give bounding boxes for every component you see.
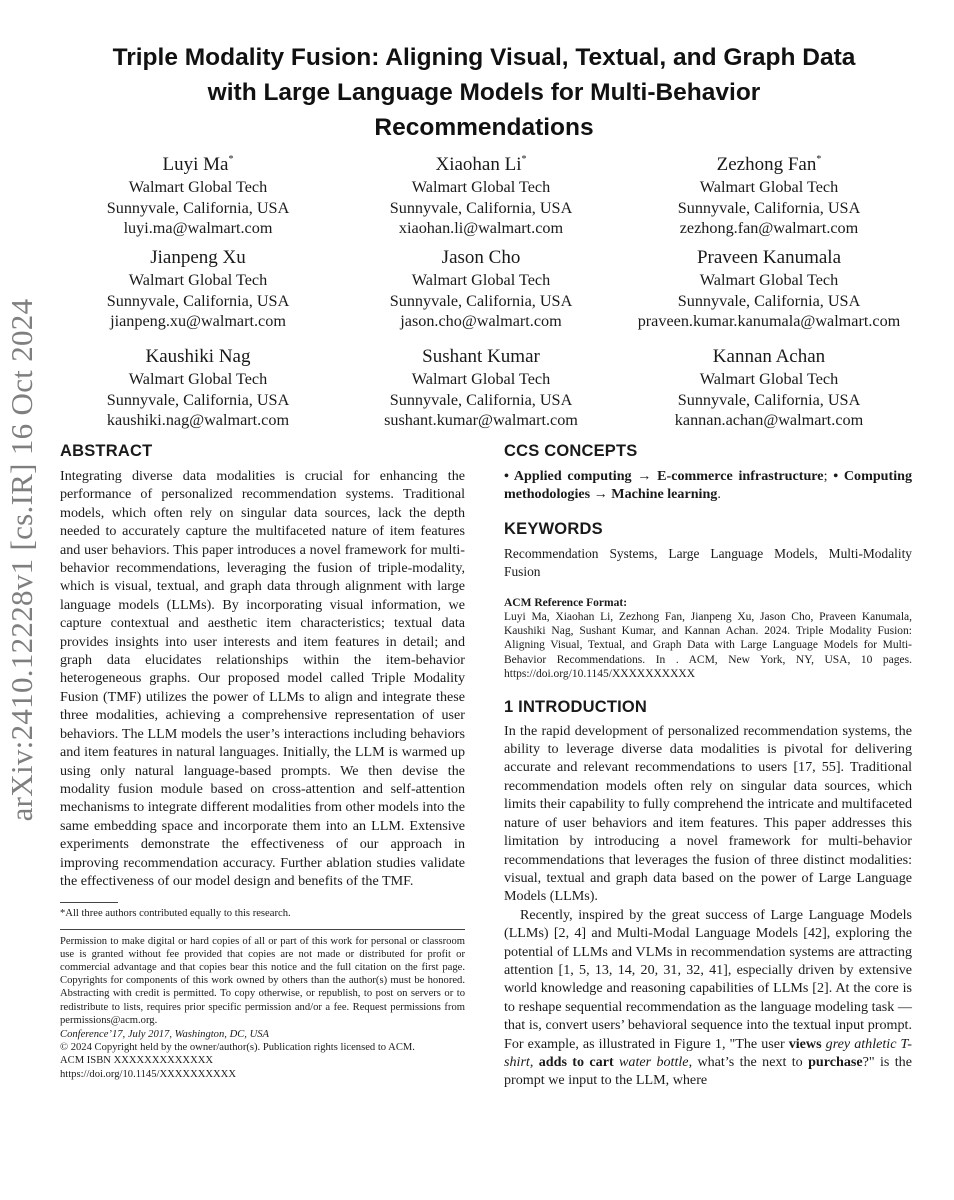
author-location: Sunnyvale, California, USA (106, 390, 290, 409)
author-name: Kaushiki Nag (145, 346, 251, 367)
keywords-text: Recommendation Systems, Large Language Models, Multi-Modality Fusion (504, 545, 912, 580)
ccs-applied-computing: • Applied computing → E-commerce infrastructure (504, 468, 824, 484)
paper-title (48, 40, 920, 145)
author-email: sushant.kumar@walmart.com (384, 411, 578, 429)
author-name: Praveen Kanumala (696, 247, 842, 268)
author-card (331, 246, 631, 332)
footnote: *All three authors contributed equally to this research. (60, 908, 291, 920)
author-affiliation: Walmart Global Tech (411, 370, 551, 388)
left-column (60, 440, 465, 1081)
behavior-views: views (788, 1035, 822, 1052)
acm-reference-text: Luyi Ma, Xiaohan Li, Zezhong Fan, Jianpeng Xu, Jason Cho, Praveen Kanumala, Kaushiki Nag, Sushant Kumar, and Kannan Achan. 2024. Triple Modality Fusion: Aligning Visual, Textual, and Graph Data with Large Language Models for Multi-Behavior Recommendations. In . ACM, New York, NY, USA, 10 pages. https://doi.org/10.1145/XXXXXXXXXX (504, 610, 912, 681)
title-line: Recommendations (374, 114, 594, 141)
ccs-concepts: • Applied computing → E-commerce infrastructure; • Computing methodologies → Machine learning. (504, 468, 912, 503)
ccs-heading: CCS CONCEPTS (504, 442, 638, 460)
isbn: ACM ISBN XXXXXXXXXXXXX (60, 1055, 214, 1067)
author-location: Sunnyvale, California, USA (106, 198, 290, 217)
item-water-bottle: water bottle (619, 1053, 689, 1070)
author-name: Zezhong Fan* (716, 154, 822, 175)
author-location: Sunnyvale, California, USA (677, 198, 861, 217)
author-name: Xiaohan Li* (435, 154, 527, 175)
author-email: luyi.ma@walmart.com (123, 219, 273, 237)
author-email: jianpeng.xu@walmart.com (110, 312, 286, 330)
acm-reference-heading: ACM Reference Format: (504, 596, 628, 609)
author-affiliation: Walmart Global Tech (699, 370, 839, 388)
behavior-adds-to-cart: adds to cart (538, 1053, 614, 1070)
item-tshirt: grey athletic T-shirt (504, 1035, 912, 1070)
author-location: Sunnyvale, California, USA (389, 390, 573, 409)
author-affiliation: Walmart Global Tech (411, 271, 551, 289)
arxiv-side-stamp (2, 250, 42, 870)
right-column (504, 440, 912, 1090)
author-email: kannan.achan@walmart.com (674, 411, 864, 429)
author-card (619, 246, 919, 332)
author-location: Sunnyvale, California, USA (389, 198, 573, 217)
copyright-notice: © 2024 Copyright held by the owner/author(s). Publication rights licensed to ACM. (60, 1042, 415, 1054)
author-email: jason.cho@walmart.com (400, 312, 562, 330)
author-name: Jason Cho (441, 247, 521, 268)
author-card (619, 148, 919, 239)
title-line: with Large Language Models for Multi-Behavior (207, 79, 761, 106)
author-email: praveen.kumar.kanumala@walmart.com (637, 312, 901, 330)
author-name: Jianpeng Xu (150, 247, 246, 268)
author-affiliation: Walmart Global Tech (699, 178, 839, 196)
author-card (331, 345, 631, 431)
author-name: Kannan Achan (712, 346, 826, 367)
author-name: Luyi Ma* (162, 154, 234, 175)
conference-info: Conference’17, July 2017, Washington, DC, USA (60, 1028, 270, 1040)
footnote-rule (60, 902, 118, 903)
author-affiliation: Walmart Global Tech (128, 178, 268, 196)
introduction-heading: 1 INTRODUCTION (504, 697, 648, 716)
author-affiliation: Walmart Global Tech (411, 178, 551, 196)
author-card (619, 345, 919, 431)
keywords-heading: KEYWORDS (504, 519, 603, 538)
title-line: Triple Modality Fusion: Aligning Visual, Textual, and Graph Data (112, 44, 856, 71)
intro-paragraph-2: Recently, inspired by the great success of Large Language Models (LLMs) [2, 4] and Multi-Modal Language Models [42], exploring the potential of LLMs and VLMs in recommendation systems are attracting attention [1, 5, 13, 14, 20, 31, 32, 41], especially driven by extensive world knowledge and reasoning capabilities of LLMs [2]. At the core is to reshape sequential recommendation as the language modeling task — that is, convert users’ behavioral sequence into the textual input prompt. For example, as illustrated in Figure 1, "The user views grey athletic T-shirt, adds to cart water bottle, what’s the next to purchase?" is the prompt we input to the LLM, where (504, 906, 912, 1089)
permission-rule (60, 929, 465, 930)
author-email: kaushiki.nag@walmart.com (106, 411, 290, 429)
author-location: Sunnyvale, California, USA (389, 291, 573, 310)
author-card (48, 148, 348, 239)
behavior-purchase: purchase (808, 1053, 863, 1070)
arxiv-identifier: arXiv:2410.12228v1 [cs.IR] 16 Oct 2024 (4, 298, 39, 822)
author-affiliation: Walmart Global Tech (699, 271, 839, 289)
author-card (331, 148, 631, 239)
author-affiliation: Walmart Global Tech (128, 271, 268, 289)
author-affiliation: Walmart Global Tech (128, 370, 268, 388)
author-email: zezhong.fan@walmart.com (679, 219, 859, 237)
author-location: Sunnyvale, California, USA (677, 390, 861, 409)
permission-notice: Permission to make digital or hard copies of all or part of this work for personal or classroom use is granted without fee provided that copies are not made or distributed for profit or commercial advantage and that copies bear this notice and the full citation on the first page. Copyrights for components of this work owned by others than the author(s) must be honored. Abstracting with credit is permitted. To copy otherwise, or republish, to post on servers or to redistribute to lists, requires prior specific permission and/or a fee. Request permissions from permissions@acm.org. (60, 935, 465, 1026)
author-card (48, 246, 348, 332)
author-email: xiaohan.li@walmart.com (398, 219, 564, 237)
ccs-computing-methodologies: • Computing methodologies → Machine learning (504, 468, 912, 503)
author-card (48, 345, 348, 431)
intro-paragraph-1: In the rapid development of personalized recommendation systems, the ability to leverage diverse data modalities is pivotal for delivering accurate and relevant recommendations to users [17, 55]. Traditional recommendation models often rely on singular data sources, which limits their capability to fully comprehend the intricate and multifaceted nature of user behaviors and item features. This paper addresses this limitation by introducing a novel framework for multi-behavior recommendations that leverages the fusion of three distinct modalities: visual, textual and graph data based on the power of Large Language Models (LLMs). (504, 722, 912, 905)
author-location: Sunnyvale, California, USA (106, 291, 290, 310)
abstract-text: Integrating diverse data modalities is crucial for enhancing the performance of personalized recommendation systems. Traditional models, which often rely on singular data sources, lack the depth needed to accurately capture the multifaceted nature of item features and user behaviors. This paper introduces a novel framework for multi-behavior recommendations, leveraging the fusion of triple-modality, which is visual, textual, and graph data through alignment with large language models (LLMs). By incorporating visual information, we capture contextual and aesthetic item characteristics; textual data provides insights into user interests and item features in detail; and graph data elucidates relationships within the item-behavior heterogeneous graphs. Our proposed model called Triple Modality Fusion (TMF) utilizes the power of LLMs to align and integrate these three modalities, achieving a comprehensive representation of user behaviors. The LLM models the user’s interactions including behaviors and item features in natural languages. Initially, the LLM is warmed up using only natural language-based prompts. We then devise the modality fusion module based on cross-attention and self-attention mechanisms to integrate different modalities from other models into the same embedding space and incorporate them into an LLM. Extensive experiments demonstrate the effectiveness of our approach in improving recommendation accuracy. Further ablation studies validate the effectiveness of our model design and benefits of the TMF. (60, 468, 465, 889)
abstract-heading: ABSTRACT (60, 442, 153, 460)
author-name: Sushant Kumar (422, 346, 540, 367)
author-location: Sunnyvale, California, USA (677, 291, 861, 310)
doi-link[interactable]: https://doi.org/10.1145/XXXXXXXXXX (60, 1068, 236, 1080)
